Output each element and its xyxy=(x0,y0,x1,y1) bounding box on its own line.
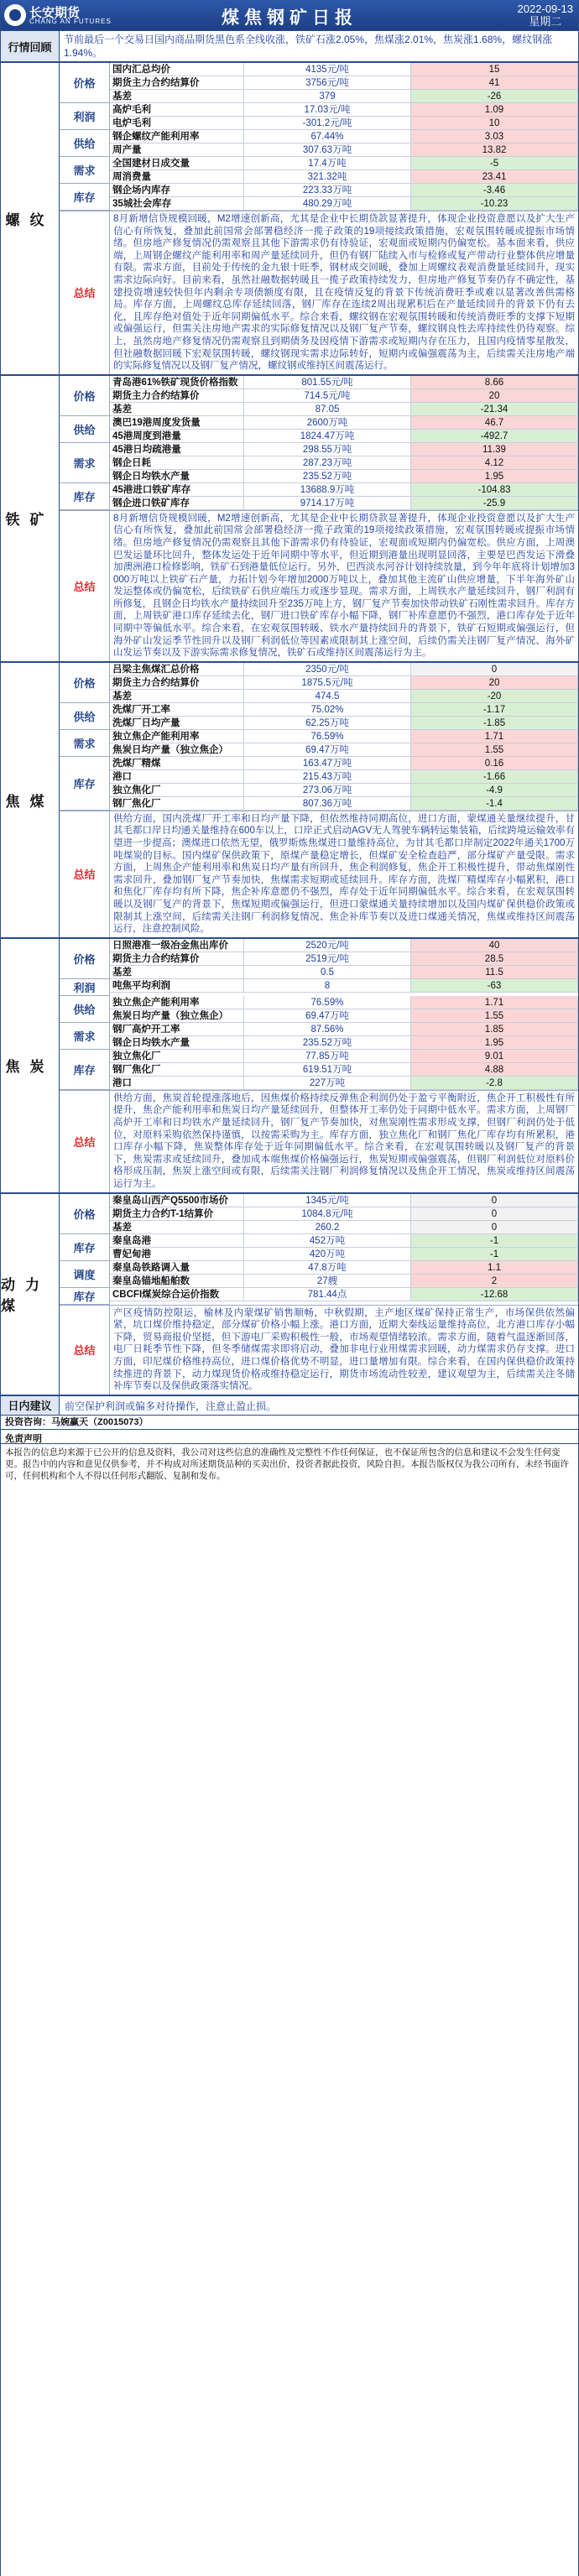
section-label: 动力煤 xyxy=(1,1194,60,1395)
indicator-value: 77.85万吨 xyxy=(244,1050,411,1063)
summary-block xyxy=(60,510,578,661)
indicator-name: 期货主力合约结算价 xyxy=(110,676,244,690)
indicator-change: -26 xyxy=(411,90,578,103)
category-label: 需求 xyxy=(60,1023,110,1050)
indicator-value: 2520元/吨 xyxy=(244,939,411,952)
researcher-name: 马婉赢天（Z0015073） xyxy=(51,1416,149,1427)
indicator-name: 日照港准一级冶金焦出库价 xyxy=(110,939,244,952)
report-header xyxy=(1,0,578,30)
category-label: 价格 xyxy=(60,63,110,103)
indicator-value: 287.23万吨 xyxy=(244,456,411,470)
category-label: 价格 xyxy=(60,1194,110,1234)
indicator-name: 钢企场内库存 xyxy=(110,184,244,197)
section-label: 焦煤 xyxy=(1,663,60,937)
summary-label: 总结 xyxy=(60,811,110,937)
indicator-value: 619.51万吨 xyxy=(244,1063,411,1077)
indicator-name: 周产量 xyxy=(110,143,244,157)
indicator-table xyxy=(60,376,578,510)
summary-text: 产区疫情防控限运，榆林及内蒙煤矿销售顺畅，中秋假期，主产地区煤矿保持正常生产，市场保供依然偏紧，坑口煤价维持稳定，部分煤矿价格小幅上涨。港口方面，近期大秦线运量维持高位，北方港口库存小幅下降，贸易商报价坚挺，但下游电厂采购积极性一般，市场观望情绪较浓。需求方面，随着气温逐渐回落，电厂日耗季节性下降，但冬季储煤需求即将启动，叠加非电行业用煤需求回暖，动力煤需求仍存支撑。进口方面，印尼煤价格维持高位，进口煤价格优势不明显，进口量增加有限。综合来看，在国内保供稳价政策持续推进的背景下，动力煤现货价格或维持稳定运行，期货市场流动性较差，建议观望为主，后续需关注冬储补库节奏以及保供政策落实情况。 xyxy=(113,1307,575,1392)
section-4 xyxy=(1,1192,578,1395)
indicator-name: 高炉毛利 xyxy=(110,103,244,117)
indicator-name: 钢企日均铁水产量 xyxy=(110,470,244,483)
indicator-name: 钢厂焦化厂 xyxy=(110,797,244,811)
indicator-name: 焦炭日均产量（独立焦企） xyxy=(110,1009,244,1023)
indicator-value: 215.43万吨 xyxy=(244,770,411,784)
indicator-value: 0.5 xyxy=(244,966,411,979)
indicator-value: 3756元/吨 xyxy=(244,76,411,90)
report-date-block xyxy=(518,3,574,28)
indicator-change: 11.39 xyxy=(411,443,578,456)
indicator-change: 0.16 xyxy=(411,757,578,770)
indicator-value: 163.47万吨 xyxy=(244,757,411,770)
indicator-change: 8.66 xyxy=(411,376,578,389)
indicator-change: -1.4 xyxy=(411,797,578,811)
indicator-name: 曹妃甸港 xyxy=(110,1248,244,1261)
category-label: 供给 xyxy=(60,996,110,1023)
report-weekday: 星期二 xyxy=(529,15,562,28)
indicator-value: 87.56% xyxy=(244,1023,411,1036)
category-label: 库存 xyxy=(60,1234,110,1261)
section-body xyxy=(60,1194,578,1395)
indicator-change: -492.7 xyxy=(411,430,578,443)
researcher-line xyxy=(1,1415,578,1429)
section-body xyxy=(60,376,578,661)
summary-label: 总结 xyxy=(60,511,110,661)
indicator-value: 1875.5元/吨 xyxy=(244,676,411,690)
daily-advice-text: 前空保护利润或偏多对待操作，注意止盈止损。 xyxy=(65,1400,277,1412)
indicator-value: 235.52万吨 xyxy=(244,470,411,483)
category-label: 库存 xyxy=(60,184,110,211)
indicator-change: 4.88 xyxy=(411,1063,578,1077)
section-2 xyxy=(1,661,578,937)
indicator-change: 20 xyxy=(411,676,578,690)
brand-name-cn: 长安期货 xyxy=(29,6,81,20)
indicator-value: 307.63万吨 xyxy=(244,143,411,157)
indicator-change: -1.66 xyxy=(411,770,578,784)
category-label: 库存 xyxy=(60,483,110,510)
indicator-change: -1.17 xyxy=(411,703,578,717)
indicator-change: 4.12 xyxy=(411,456,578,470)
indicator-name: 钢企日均铁水产量 xyxy=(110,1036,244,1050)
category-label: 供给 xyxy=(60,130,110,157)
indicator-change: -10.23 xyxy=(411,197,578,211)
category-label: 调度 xyxy=(60,1261,110,1288)
indicator-name: 基差 xyxy=(110,690,244,703)
indicator-name: 独立焦化厂 xyxy=(110,784,244,797)
summary-text: 供给方面，焦炭首轮提涨落地后，因焦煤价格持续反弹焦企利润仍处于盈亏平衡附近，焦企开工积极性有所提升，焦企产能利用率和焦炭日均产量延续回升，但整体开工率仍处于同期中低水平。需求方面，上周钢厂高炉开工率和日均铁水产量延续回升，钢厂复产节奏加快，对焦炭刚性需求形成支撑，但钢厂利润仍处于低位，对原料采购依然保持谨慎，以按需采购为主。库存方面，独立焦化厂和钢厂焦化厂库存均有所累积，港口库存小幅下降，焦炭整体库存处于近年同期偏低水平。综合来看，在宏观氛围转暖以及钢厂复产的背景下，焦炭需求或延续回升，叠加成本端焦煤价格偏强运行，焦炭短期或偏强震荡，但钢厂利润低位对原料价格形成压制，焦炭上涨空间或有限，后续需关注钢厂利润修复情况以及焦企开工情况，焦炭或维持区间震荡运行为主。 xyxy=(113,1092,575,1189)
category-label: 需求 xyxy=(60,157,110,184)
category-label: 价格 xyxy=(60,939,110,979)
indicator-change: 15 xyxy=(411,63,578,76)
indicator-change: 11.5 xyxy=(411,966,578,979)
indicator-change: 13.82 xyxy=(411,143,578,157)
indicator-change: 1.95 xyxy=(411,1036,578,1050)
summary-block xyxy=(60,1305,578,1395)
indicator-change: 40 xyxy=(411,939,578,952)
indicator-value: 321.32吨 xyxy=(244,170,411,184)
indicator-value: 2350元/吨 xyxy=(244,663,411,676)
indicator-change: 1.71 xyxy=(411,996,578,1009)
summary-label: 总结 xyxy=(60,211,110,374)
brand-name-en: CHANG AN FUTURES xyxy=(29,18,112,25)
indicator-name: 钢企进口铁矿库存 xyxy=(110,497,244,510)
indicator-name: 钢企日耗 xyxy=(110,456,244,470)
market-review xyxy=(1,30,578,61)
indicator-value: 47.8万吨 xyxy=(244,1261,411,1275)
category-label: 需求 xyxy=(60,443,110,483)
indicator-name: 基差 xyxy=(110,403,244,416)
indicator-change: 1.85 xyxy=(411,1023,578,1036)
indicator-value: 69.47万吨 xyxy=(244,743,411,757)
summary-text: 供给方面，国内洗煤厂开工率和日均产量下降，但依然维持同期高位，进口方面，蒙煤通关量继续提升，甘其毛都口岸日均通关量维持在600车以上，口岸正式启动AGV无人驾驶车辆转运集装箱，后续跨境运输效率有望进一步提高；澳煤进口依然无望，俄罗斯炼焦煤进口量维持高位，为甘其毛都口岸制定2022年通关1700万吨煤炭的目标。国内煤矿保供政策下，原煤产量稳定增长，但煤矿安全检查趋严，部分煤矿产量受限。需求方面，上周焦企产能利用率和焦炭日均产量有所回升，焦企利润修复，焦企开工积极性提升，带动焦煤刚性需求回升，叠加钢厂复产节奏加快，焦煤需求短期或延续回升。库存方面，洗煤厂精煤库存小幅累积，港口和焦化厂库存均有所下降，焦企补库意愿仍不强烈，库存处于近年同期偏低水平。综合来看，在宏观氛围转暖以及钢厂复产的背景下，焦煤短期或偏强运行，但进口蒙煤通关量持续增加以及国内煤矿保供稳价政策或限制其上涨空间，后续需关注钢厂利润修复情况、焦企补库节奏以及进口煤通关情况，焦煤或维持区间震荡运行，注意控制风险。 xyxy=(113,813,575,935)
indicator-value: 379 xyxy=(244,90,411,103)
indicator-value: 714.5元/吨 xyxy=(244,389,411,403)
indicator-change: 41 xyxy=(411,76,578,90)
indicator-name: 钢厂焦化厂 xyxy=(110,1063,244,1077)
indicator-value: 1345元/吨 xyxy=(244,1194,411,1207)
indicator-value: 76.59% xyxy=(244,996,411,1009)
indicator-value: 75.02% xyxy=(244,703,411,717)
indicator-change: -63 xyxy=(411,979,578,993)
indicator-change: -12.68 xyxy=(411,1288,578,1301)
disclaimer-title: 免责声明 xyxy=(1,1429,578,1443)
indicator-change: 28.5 xyxy=(411,952,578,966)
indicator-change: 1.55 xyxy=(411,1009,578,1023)
indicator-name: 钢企螺纹产能利用率 xyxy=(110,130,244,143)
indicator-name: 周消费量 xyxy=(110,170,244,184)
indicator-value: 13688.9万吨 xyxy=(244,483,411,497)
indicator-name: 澳巴19港周度发货量 xyxy=(110,416,244,430)
indicator-value: 260.2 xyxy=(244,1221,411,1234)
indicator-value: 87.05 xyxy=(244,403,411,416)
indicator-change: -1 xyxy=(411,1248,578,1261)
indicator-name: 独立焦企产能利用率 xyxy=(110,730,244,743)
indicator-name: 钢厂高炉开工率 xyxy=(110,1023,244,1036)
indicator-value: 227万吨 xyxy=(244,1077,411,1090)
indicator-value: 452万吨 xyxy=(244,1234,411,1248)
section-0 xyxy=(1,61,578,374)
indicator-table xyxy=(60,663,578,811)
section-body xyxy=(60,939,578,1192)
indicator-value: 474.5 xyxy=(244,690,411,703)
indicator-change: 2 xyxy=(411,1275,578,1288)
indicator-change: -104.83 xyxy=(411,483,578,497)
indicator-value: 1824.47万吨 xyxy=(244,430,411,443)
section-label: 螺纹 xyxy=(1,63,60,374)
indicator-change: -5 xyxy=(411,157,578,170)
category-label: 需求 xyxy=(60,730,110,757)
indicator-name: 港口 xyxy=(110,1077,244,1090)
indicator-name: 港口 xyxy=(110,770,244,784)
section-body xyxy=(60,63,578,374)
indicator-name: 期货主力合约结算价 xyxy=(110,389,244,403)
indicator-table xyxy=(60,939,578,1090)
indicator-value: 480.29万吨 xyxy=(244,197,411,211)
summary-block xyxy=(60,211,578,374)
section-body xyxy=(60,663,578,937)
indicator-value: 62.25万吨 xyxy=(244,717,411,730)
indicator-value: 17.03元/吨 xyxy=(244,103,411,117)
indicator-name: 独立焦企产能利用率 xyxy=(110,996,244,1009)
category-label: 价格 xyxy=(60,663,110,703)
report-title: 煤焦钢矿日报 xyxy=(222,8,357,28)
category-label: 库存 xyxy=(60,1288,110,1305)
section-label: 铁矿 xyxy=(1,376,60,661)
commodity-sections xyxy=(1,61,578,1395)
indicator-value: 8 xyxy=(244,979,411,993)
indicator-name: 基差 xyxy=(110,966,244,979)
indicator-change: 9.01 xyxy=(411,1050,578,1063)
indicator-name: 35城社会库存 xyxy=(110,197,244,211)
category-label: 库存 xyxy=(60,1050,110,1090)
indicator-change: 1.95 xyxy=(411,470,578,483)
indicator-change: -1 xyxy=(411,1234,578,1248)
indicator-name: 国内汇总均价 xyxy=(110,63,244,76)
indicator-value: 9714.17万吨 xyxy=(244,497,411,510)
daily-advice-label: 日内建议 xyxy=(1,1396,60,1415)
category-label: 供给 xyxy=(60,416,110,443)
indicator-change: 23.41 xyxy=(411,170,578,184)
section-1 xyxy=(1,374,578,661)
indicator-name: 焦炭日均产量（独立焦企） xyxy=(110,743,244,757)
indicator-value: 235.52万吨 xyxy=(244,1036,411,1050)
indicator-value: 1084.8元/吨 xyxy=(244,1207,411,1221)
indicator-change: -4.9 xyxy=(411,784,578,797)
category-label: 价格 xyxy=(60,376,110,416)
summary-label: 总结 xyxy=(60,1306,110,1395)
indicator-name: 青岛港61%铁矿现货价格指数 xyxy=(110,376,244,389)
indicator-value: 27艘 xyxy=(244,1275,411,1288)
summary-block xyxy=(60,1090,578,1192)
indicator-name: 基差 xyxy=(110,1221,244,1234)
indicator-name: 吕梁主焦煤汇总价格 xyxy=(110,663,244,676)
indicator-value: 298.55万吨 xyxy=(244,443,411,456)
researcher-label: 投资咨询： xyxy=(5,1416,51,1427)
section-3 xyxy=(1,937,578,1192)
indicator-name: 期货主力合约T-1结算价 xyxy=(110,1207,244,1221)
indicator-value: 2519元/吨 xyxy=(244,952,411,966)
indicator-name: 秦皇岛铁路调入量 xyxy=(110,1261,244,1275)
indicator-change: 20 xyxy=(411,389,578,403)
indicator-change: 1.1 xyxy=(411,1261,578,1275)
indicator-value: 17.4万吨 xyxy=(244,157,411,170)
report-date: 2022-09-13 xyxy=(517,3,573,15)
indicator-name: 吨焦平均利润 xyxy=(110,979,244,993)
indicator-name: 全国建材日成交量 xyxy=(110,157,244,170)
indicator-value: 781.44点 xyxy=(244,1288,411,1301)
indicator-value: -301.2元/吨 xyxy=(244,117,411,130)
indicator-change: -20 xyxy=(411,690,578,703)
summary-text: 8月新增信贷规模回暖，M2增速创新高，尤其是企业中长期贷款显著提升，体现企业投资意愿以及扩大生产信心有所恢复，叠加此前国常会部署稳经济一揽子政策的19项接续政策措施，宏观氛围转暖或提振市场情绪。但房地产修复情况仍需观察且其他下游需求仍有待验证，宏观面或短期内仍偏宽松。基本面来看，供应端，上周钢企螺纹产能利用率和周产量延续回升，但仍有钢厂陆续入市与检修或复产带动行业整体供应增量有限。需求方面，目前处于传统的金九银十旺季，钢材成交回暖，叠加上周螺纹表观消费量延续回升，现实需求边际向好。目前来看，虽然社融数据转暖且一揽子政策持续发力，但房地产修复节奏仍存不确定性，基建投资增速较快但年内剩余专项债额度有限，且在疫情反复的背景下传统消费旺季或难以显著改善供需格局。库存方面，上周螺纹总库存延续回落，钢厂库存在连续2周出现累积后在产量延续回升的背景下仍有去化，且库存绝对值处于近年同期偏低水平。综合来看，螺纹钢在宏观氛围转暖和传统消费旺季的支撑下短期或偏强运行，但需关注房地产需求的实际修复情况以及钢厂复产节奏，螺纹钢良性去库持续性仍待观察。综上，虽然房地产修复情况仍需观察且到期债务及因疫情下游需求或短期内存在压力，且国内疫情零星散发，但社融数据回暖下宏观氛围转暖，螺纹钢现实需求边际转好，短期内或偏强震荡为主，后续需关注房地产端的实际修复情况以及钢厂复产情况，螺纹钢或维持区间震荡运行。 xyxy=(113,214,575,372)
indicator-value: 76.59% xyxy=(244,730,411,743)
indicator-change: -2.8 xyxy=(411,1077,578,1090)
disclaimer-text: 本报告的信息均来源于已公开的信息及资料，我公司对这些信息的准确性及完整性不作任何保证，也不保证所包含的信息和建议不会发生任何变更。报告中的内容和意见仅供参考，并不构成对所述期货品种的买卖出价，投资者据此投资，风险自担。本报告版权仅为我公司所有，未经书面许可，任何机构和个人不得以任何形式翻版、复制和发布。 xyxy=(1,1443,578,1484)
indicator-value: 273.06万吨 xyxy=(244,784,411,797)
indicator-change: -1.85 xyxy=(411,717,578,730)
indicator-change: 0 xyxy=(411,1207,578,1221)
indicator-value: 223.33万吨 xyxy=(244,184,411,197)
indicator-value: 67.44% xyxy=(244,130,411,143)
indicator-name: 电炉毛利 xyxy=(110,117,244,130)
category-label: 库存 xyxy=(60,757,110,811)
indicator-change: 1.55 xyxy=(411,743,578,757)
indicator-value: 420万吨 xyxy=(244,1248,411,1261)
indicator-change: 1.09 xyxy=(411,103,578,117)
indicator-name: 45港周度到港量 xyxy=(110,430,244,443)
indicator-name: 45港进口铁矿库存 xyxy=(110,483,244,497)
indicator-table xyxy=(60,1194,578,1305)
indicator-name: 基差 xyxy=(110,90,244,103)
indicator-change: 0 xyxy=(411,1194,578,1207)
indicator-change: 1.71 xyxy=(411,730,578,743)
indicator-name: 洗煤厂开工率 xyxy=(110,703,244,717)
indicator-change: 3.03 xyxy=(411,130,578,143)
indicator-change: 0 xyxy=(411,663,578,676)
indicator-value: 4135元/吨 xyxy=(244,63,411,76)
indicator-name: 秦皇岛锚地船舶数 xyxy=(110,1275,244,1288)
indicator-name: 期货主力合约结算价 xyxy=(110,952,244,966)
daily-advice xyxy=(1,1395,578,1415)
indicator-value: 801.55元/吨 xyxy=(244,376,411,389)
category-label: 供给 xyxy=(60,703,110,730)
indicator-change: -21.34 xyxy=(411,403,578,416)
section-label: 焦炭 xyxy=(1,939,60,1192)
summary-label: 总结 xyxy=(60,1091,110,1192)
indicator-name: 45港日均疏港量 xyxy=(110,443,244,456)
indicator-change: 46.7 xyxy=(411,416,578,430)
indicator-name: 洗煤厂日均产量 xyxy=(110,717,244,730)
category-label: 利润 xyxy=(60,979,110,996)
indicator-value: 69.47万吨 xyxy=(244,1009,411,1023)
indicator-name: 秦皇岛山西产Q5500市场价 xyxy=(110,1194,244,1207)
indicator-name: 秦皇岛港 xyxy=(110,1234,244,1248)
indicator-value: 2600万吨 xyxy=(244,416,411,430)
indicator-name: 洗煤厂精煤 xyxy=(110,757,244,770)
indicator-name: 期货主力合约结算价 xyxy=(110,76,244,90)
indicator-table xyxy=(60,63,578,211)
indicator-change: -3.46 xyxy=(411,184,578,197)
indicator-name: CBCFI煤炭综合运价指数 xyxy=(110,1288,244,1301)
indicator-change: 0 xyxy=(411,1221,578,1234)
indicator-change: -25.9 xyxy=(411,497,578,510)
indicator-change: 10 xyxy=(411,117,578,130)
market-review-text: 节前最后一个交易日国内商品期货黑色系全线收涨，铁矿石涨2.05%，焦煤涨2.01%，焦炭涨1.68%，螺纹钢涨1.94%。 xyxy=(64,34,553,59)
category-label: 利润 xyxy=(60,103,110,130)
summary-block xyxy=(60,811,578,937)
indicator-name: 独立焦化厂 xyxy=(110,1050,244,1063)
summary-text: 8月新增信贷规模回暖，M2增速创新高，尤其是企业中长期贷款显著提升，体现企业投资意愿以及扩大生产信心有所恢复，叠加此前国常会部署稳经济一揽子政策的19项接续政策措施，宏观氛围转暖或提振市场情绪。但房地产修复情况仍需观察且其他下游需求仍有待验证，宏观面或短期内仍偏宽松。供应方面，上周澳巴发运量环比回升，整体发运处于近年同期中等水平，但近期到港量出现明显回落，主要是巴西发运下滑叠加澳洲港口检修影响，铁矿石到港量低位运行。另外，巴西淡水河谷计划持续放量，到今年年底将计划增加3000万吨以上铁矿石产量，力拓计划今年增加2000万吨以上，叠加其他主流矿山供应增量，下半年海外矿山发运整体或仍偏宽松，后续铁矿石供应端压力或逐步显现。需求方面，上周铁水产量延续回升，钢厂利润有所修复，且钢企日均铁水产量持续回升至235万吨上方，钢厂复产节奏加快带动铁矿石刚性需求回升。库存方面，上周铁矿港口库存延续去化，钢厂进口铁矿库存小幅下降，钢厂补库意愿仍不强烈，港口库存处于近年同期中等偏低水平。综合来看，在宏观氛围转暖、铁水产量持续回升的背景下，铁矿石短期或偏强运行，但海外矿山发运季节性回升以及钢厂利润低位等因素或限制其上涨空间，后续仍需关注钢厂复产情况、海外矿山发运节奏以及下游实际需求修复情况，铁矿石或维持区间震荡运行为主。 xyxy=(113,513,575,659)
indicator-value: 807.36万吨 xyxy=(244,797,411,811)
market-review-label: 行情回顾 xyxy=(1,31,60,61)
